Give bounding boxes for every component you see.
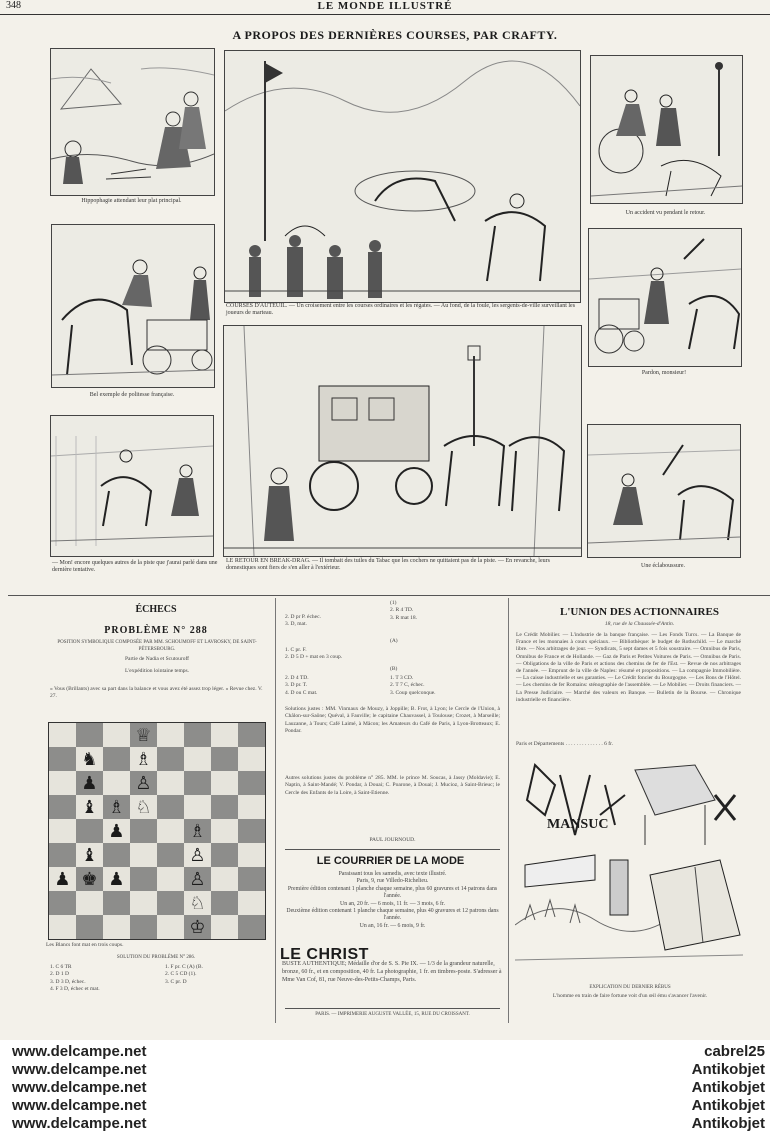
chess-square [76,747,103,771]
chess-square [49,771,76,795]
journal-title: LE MONDE ILLUSTRÉ [317,0,453,12]
chess-square [184,915,211,939]
watermark-line: www.delcampe.net [12,1043,147,1060]
chess-square [130,819,157,843]
chess-piece: ♗ [189,821,206,841]
illustration-break-drag [223,325,582,557]
chess-piece: ♝ [81,797,98,817]
variation-b-label: (B) [390,666,398,672]
caption-4: Bel exemple de politesse française. [89,392,175,398]
chess-square [49,747,76,771]
variation-a-moves [285,647,495,662]
chess-piece: ♝ [81,845,98,865]
watermark-line: Antikobjet [691,1115,765,1132]
illustration-accident [590,55,743,204]
chess-square [76,723,103,747]
chess-square [130,891,157,915]
chess-square [211,891,238,915]
eclaboussure-engraving [588,425,740,557]
chess-square [103,867,130,891]
move-line: 2. T 7 C, échec. [390,682,425,689]
watermark-line: www.delcampe.net [12,1079,147,1096]
chess-piece: ♕ [135,725,152,745]
article-title: A PROPOS DES DERNIÈRES COURSES, PAR CRAFTY. [232,28,558,42]
chess-quote: « Vous (Brillants) avec sa part dans la balance et vous avez été assez trop léger. » Revue chez. V. 27. [50,686,263,700]
variation-a-label: (A) [390,638,398,644]
chess-square [103,843,130,867]
chess-piece: ♟ [108,821,125,841]
chess-square [103,747,130,771]
courrier-line: Paris, 9, rue Villedo-Richelieu. [356,878,429,885]
chess-square [157,747,184,771]
move-line: 1. T 3 CD. [390,675,414,681]
solution-move: 2. C 5 CD (1). [165,971,197,978]
chess-piece: ♟ [81,773,98,793]
chess-square [76,915,103,939]
chess-piece: ♔ [189,917,206,937]
politeness-engraving [52,225,214,387]
chess-square [76,867,103,891]
caption-8: Une éclaboussure. [641,563,685,569]
move-line: 3. R mat 18. [390,614,418,621]
illustration-politeness [51,224,215,388]
rebus-illustration [515,755,743,981]
move-line: (1) [390,600,397,606]
move-line: 2. R 4 TD. [390,607,414,614]
chess-square [238,915,265,939]
courrier-line: Un an, 20 fr. — 6 mois, 11 fr. — 3 mois, 6 fr. [340,900,445,907]
chess-square [49,723,76,747]
chess-square [184,843,211,867]
chess-piece: ♙ [189,869,206,889]
chess-square [157,843,184,867]
break-drag-engraving [224,326,581,556]
variation-b-moves [285,675,385,697]
watermark-line: Antikobjet [691,1061,765,1078]
chess-square [238,891,265,915]
chess-square [184,747,211,771]
watermark-line: www.delcampe.net [12,1097,147,1114]
chess-square [157,819,184,843]
chess-square [130,723,157,747]
chess-section-title: ÉCHECS [135,604,177,615]
chess-square [238,747,265,771]
union-address: 18, rue de la Chaussée-d'Antin. [604,621,675,627]
christ-title: LE CHRIST [280,946,369,963]
chess-square [184,771,211,795]
chess-piece: ♟ [54,869,71,889]
pardon-engraving [589,229,741,366]
courrier-line: Première édition contenant 1 planche chaque semaine, plus 60 gravures et 14 patrons dans l'année. [287,885,498,900]
chess-square [211,723,238,747]
chess-square [103,795,130,819]
chess-square [211,771,238,795]
column-rule-2 [508,598,509,1023]
chess-square [184,819,211,843]
rebus-text: L'homme en train de faire fortune voit d'un œil ému s'avancer l'avenir. [552,993,708,999]
rebus-engraving [515,755,743,981]
moves-left-block [285,614,385,629]
middle-divider [285,849,500,850]
solution-move: 1. C 6 TR [50,964,72,970]
chess-square [130,843,157,867]
chess-square [130,795,157,819]
chess-square [103,891,130,915]
chess-square [103,915,130,939]
watermark-right [500,1043,765,1133]
move-line: 3. D pr. T. [285,682,308,689]
move-line: 2. D 4 TD. [285,675,309,681]
caption-1: Hippophagie attendant leur plat principal. [81,198,182,204]
chess-square [157,795,184,819]
courrier-text [285,871,500,930]
chess-square [130,747,157,771]
chess-square [76,891,103,915]
courrier-line: Paraissant tous les samedis, avec texte illustré. [338,871,447,877]
union-subscription: Paris et Départements . . . . . . . . . . . . . . 6 fr. [516,741,613,747]
accident-engraving [591,56,742,203]
chess-solution-left [50,964,150,994]
chess-square [184,891,211,915]
illustration-auteuil [224,50,581,303]
chess-square [103,771,130,795]
move-line: 3. Coup quelconque. [390,689,436,696]
chess-square [130,867,157,891]
chess-square [157,723,184,747]
chess-square [76,795,103,819]
solution-move: 3. C pr. D [165,978,187,985]
chess-square [130,771,157,795]
chess-square [211,747,238,771]
chess-square [157,771,184,795]
chess-piece: ♘ [135,797,152,817]
chess-signoff: PAUL JOURNOUD. [369,837,416,843]
chess-square [211,819,238,843]
chess-square [49,819,76,843]
solvers-text: Solutions justes : MM. Vinmaux de Mouzy, à Joppille; B. Frot, à Lyon; le Cercle de l'Union, à Châlon-sur-Saône; Quéval, à Fauville; le capitaine Chauvassel, à Toulouse; Crozet, à Marseille; Lauzanne, à Tours; Café Laimé, à Mâcon; les Amateurs du Café de Paris, à Lyon-Brotteaux; E. Pondar. [285,706,500,735]
solvers-text-2: Autres solutions justes du problème n° 285. MM. le prince M. Soucas, à Jassy (Moldavie); E. Naptin, à Saint-Mandé; V. Pondar, à Douai; C. Poarone, à Douai; J. Mucioz, à Saint-Brieuc; le Cercle des Enfants de la Loire, à Saint-Etienne. [285,775,500,796]
chess-square [49,843,76,867]
chess-problem-title: PROBLÈME N° 288 [104,625,208,636]
chessboard [48,722,266,940]
chess-square [238,819,265,843]
watermark-line: Antikobjet [691,1079,765,1096]
chess-solution-right [165,964,265,986]
chess-note: L'expédition lointaine temps. [124,668,190,674]
race-fall-engraving [51,416,213,556]
chess-square [211,843,238,867]
illustration-eclaboussure [587,424,741,558]
chess-square [238,771,265,795]
solution-move: 4. F 3 D, échec et mat. [50,986,100,993]
chess-square [238,843,265,867]
chess-square [49,795,76,819]
move-line: 1. C pr. F. [285,647,307,653]
move-line: 2. D 5 D + mat en 3 coup. [285,654,343,661]
illustration-race-fall [50,415,214,557]
chess-square [211,867,238,891]
watermark-left [12,1043,312,1133]
solution-move: 3. D 3 D, échec. [50,978,86,985]
chess-square [103,723,130,747]
chess-square [157,915,184,939]
chess-square [211,915,238,939]
chess-square [157,867,184,891]
caption-6: LE RETOUR EN BREAK-DRAG. — Il tombait des tuiles du Tabac que les cochers ne quittaient pas de la piste. — En revanche, leurs domestiques sont fiers de s'en aller à l'extérieur. [226,558,550,571]
union-text: Le Crédit Mobilier. — L'industrie de la banque française. — Les Fonds Turcs. — La Banque de France et les monnaies à cours spéciaux. — Bibliothèque: le budget de Rothschild. — Le marché libre. — Nos arbitrages de jour. — Syndicats, 5 sept dames et 5 fois soustraire. — Omnibus de Paris, Omnibus de France et de Hollande. — Gaz de Paris et Petites Voitures de Paris. — Omnibus de Paris. — Obligations de la ville de Paris et actions des chemins de fer de l'Est. — Revue de nos arbitrages de l'année. — Emprunt de la ville de Naples: résumé et propositions. — La compagnie Immobilière. — La caisse industrielle et ses garanties. — Le Crédit foncier du Bourgogne. — Les Bons de l'Hôtel. — Les chemins de fer Romains: sténographie de l'assemblée. — Le Mobilier. — Droits financiers. — La Presse Judiciaire. — Marché des valeurs en Banque. — Bulletin de la Bourse. — Chronique industrielle et financière. [516,632,741,703]
page-number: 348 [6,0,21,11]
picnic-engraving [51,49,214,195]
courrier-title: LE COURRIER DE LA MODE [316,855,465,867]
watermark-line: www.delcampe.net [12,1061,147,1078]
chess-square [238,867,265,891]
moves-right-block [390,600,500,622]
chess-problem-subtitle: POSITION SYMBOLIQUE COMPOSÉE PAR MM. SCHOUMOFF ET LAVROSKY, DE SAINT-PÉTERSBOURG. [57,640,257,652]
page-header [0,0,770,15]
printer-divider [285,1008,500,1009]
variation-b-moves-right [390,675,500,697]
watermark-strip [0,1042,770,1130]
chess-square [157,891,184,915]
section-divider [8,595,770,596]
move-line: 4. D ou C mat. [285,689,318,696]
chess-board-caption: Les Blancs font mat en trois coups. [46,942,124,948]
chess-square [130,915,157,939]
rebus-word: MANSUC [547,817,609,832]
chess-square [238,795,265,819]
chess-square [76,843,103,867]
chess-square [49,915,76,939]
auteuil-engraving [225,51,580,302]
caption-7: — Mon! encore quelques autres de la piste que j'aurai parlé dans une dernière tentative. [52,560,218,573]
chess-players: Partie de Nadia et Scutouroff [124,656,190,662]
caption-3: Un accident vu pendant le retour. [625,210,706,216]
move-line: 3. D, mat. [285,621,307,628]
courrier-line: Deuxième édition contenant 1 planche chaque semaine, plus 40 gravures et 12 patrons dans l'année. [286,908,499,922]
chess-solution-title: SOLUTION DU PROBLÈME N° 286. [116,955,196,960]
chess-square [103,819,130,843]
chess-square [184,723,211,747]
solution-move: 2. D 1 D [50,971,69,978]
chess-piece: ♚ [81,869,98,889]
chess-piece: ♗ [108,797,125,817]
illustration-pardon [588,228,742,367]
courrier-line: Un an, 16 fr. — 6 mois, 9 fr. [359,922,426,929]
chess-piece: ♙ [189,845,206,865]
printer-line: PARIS. — IMPRIMERIE AUGUSTE VALLÉE, 15, RUE DU CROISSANT. [315,1012,470,1017]
solution-move: 1. F pr. C (A) (B. [165,964,203,970]
chess-square [184,795,211,819]
chess-square [184,867,211,891]
chess-piece: ♞ [81,749,98,769]
chess-square [76,819,103,843]
watermark-line: cabrel25 [704,1043,765,1060]
christ-text: BUSTE AUTHENTIQUE; Médaille d'or de S. S. Pie IX. — 1/3 de la grandeur naturelle, bronze, 60 fr., et en composition, 40 fr. La photographie, 1 fr. en timbres-poste. S'adresser à Mme Van Cof, 81, rue Neuve-des-Petits-Champs, Paris. [282,961,502,983]
chess-square [49,867,76,891]
chess-piece: ♟ [108,869,125,889]
move-line: 2. D pr P. échec. [285,614,321,620]
chess-square [49,891,76,915]
column-rule-1 [275,598,276,1023]
watermark-line: Antikobjet [691,1097,765,1114]
watermark-line: www.delcampe.net [12,1115,147,1132]
chess-piece: ♗ [135,749,152,769]
illustration-picnic [50,48,215,196]
chess-piece: ♙ [135,773,152,793]
caption-2: COURSES D'AUTEUIL. — Un croisement entre les courses ordinaires et les régates. — Au fond, de la foule, les sergents-de-ville surveillant les joueurs de marteau. [226,303,576,316]
chess-square [211,795,238,819]
chess-piece: ♘ [189,893,206,913]
chess-square [238,723,265,747]
chess-square [76,771,103,795]
caption-5: Pardon, monsieur! [641,370,687,376]
rebus-caption: EXPLICATION DU DERNIER RÉBUS [589,985,671,990]
union-title: L'UNION DES ACTIONNAIRES [560,606,719,618]
